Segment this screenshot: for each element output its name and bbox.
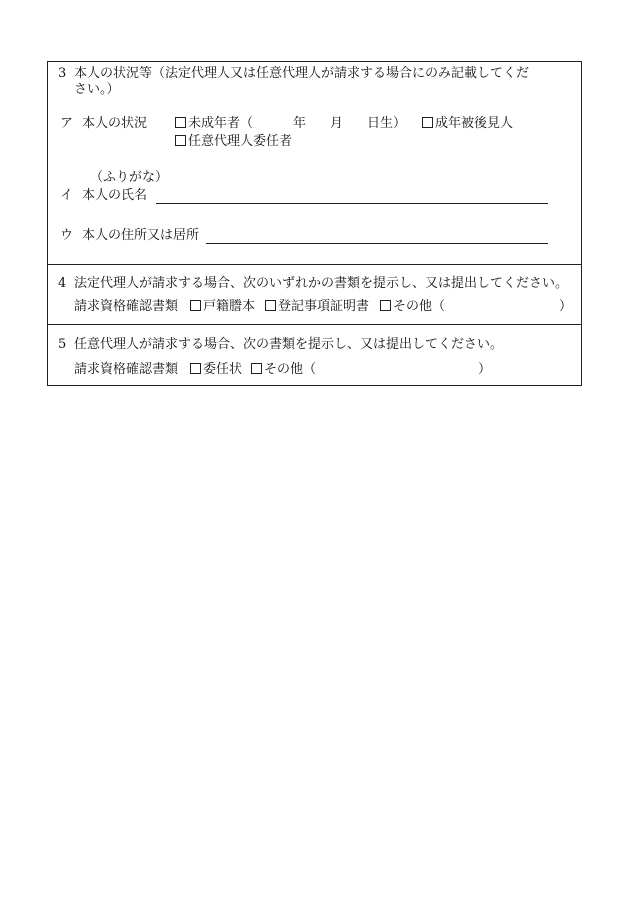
delegator-checkbox[interactable] [175, 135, 186, 146]
request-form [47, 61, 582, 386]
section-5-close-paren: ） [478, 362, 492, 377]
birth-month-label: 月 [330, 116, 344, 131]
family-register-checkbox[interactable] [190, 300, 201, 311]
section-5-number: 5 [58, 337, 67, 352]
family-register-label: 戸籍謄本 [203, 299, 256, 314]
power-of-attorney-option[interactable] [190, 362, 242, 378]
section-4-legal-representative [48, 264, 581, 324]
section-5-other-label: その他（ [264, 362, 317, 377]
address-marker: ウ [60, 228, 74, 243]
section-5-docs-label: 請求資格確認書類 [74, 362, 179, 377]
registry-certificate-option[interactable] [265, 299, 369, 315]
address-label: 本人の住所又は居所 [82, 228, 200, 243]
section-4-other-option[interactable] [380, 299, 445, 315]
section-5-voluntary-representative [48, 324, 581, 387]
name-input-line[interactable] [156, 203, 548, 204]
birth-day-label: 日生） [367, 116, 407, 131]
section-4-other-checkbox[interactable] [380, 300, 391, 311]
section-3-title-line1: 本人の状況等（法定代理人又は任意代理人が請求する場合にのみ記載してくだ [74, 66, 530, 81]
section-4-title: 法定代理人が請求する場合、次のいずれかの書類を提示し、又は提出してください。 [74, 276, 569, 291]
minor-option[interactable] [175, 116, 253, 132]
name-label: 本人の氏名 [82, 188, 148, 203]
delegator-option[interactable] [175, 134, 292, 150]
section-4-number: 4 [58, 276, 67, 291]
name-marker: イ [60, 188, 74, 203]
section-4-close-paren: ） [559, 299, 573, 314]
registry-certificate-label: 登記事項証明書 [278, 299, 370, 314]
section-4-other-label: その他（ [393, 299, 446, 314]
adult-ward-option[interactable] [422, 116, 513, 132]
minor-checkbox[interactable] [175, 117, 186, 128]
delegator-label: 任意代理人委任者 [188, 134, 293, 149]
section-5-other-checkbox[interactable] [251, 363, 262, 374]
power-of-attorney-label: 委任状 [203, 362, 243, 377]
address-input-line[interactable] [206, 243, 548, 244]
minor-label: 未成年者（ [188, 116, 254, 131]
power-of-attorney-checkbox[interactable] [190, 363, 201, 374]
section-5-other-option[interactable] [251, 362, 316, 378]
section-3-title-line2: さい。） [74, 82, 120, 97]
status-marker: ア [60, 116, 74, 131]
family-register-option[interactable] [190, 299, 255, 315]
adult-ward-checkbox[interactable] [422, 117, 433, 128]
status-label: 本人の状況 [82, 116, 148, 131]
furigana-label: （ふりがな） [90, 170, 169, 185]
section-3-principal-status [48, 62, 581, 264]
section-3-number: 3 [58, 66, 67, 81]
birth-year-label: 年 [293, 116, 307, 131]
adult-ward-label: 成年被後見人 [435, 116, 514, 131]
section-4-docs-label: 請求資格確認書類 [74, 299, 179, 314]
registry-certificate-checkbox[interactable] [265, 300, 276, 311]
section-5-title: 任意代理人が請求する場合、次の書類を提示し、又は提出してください。 [74, 337, 504, 352]
